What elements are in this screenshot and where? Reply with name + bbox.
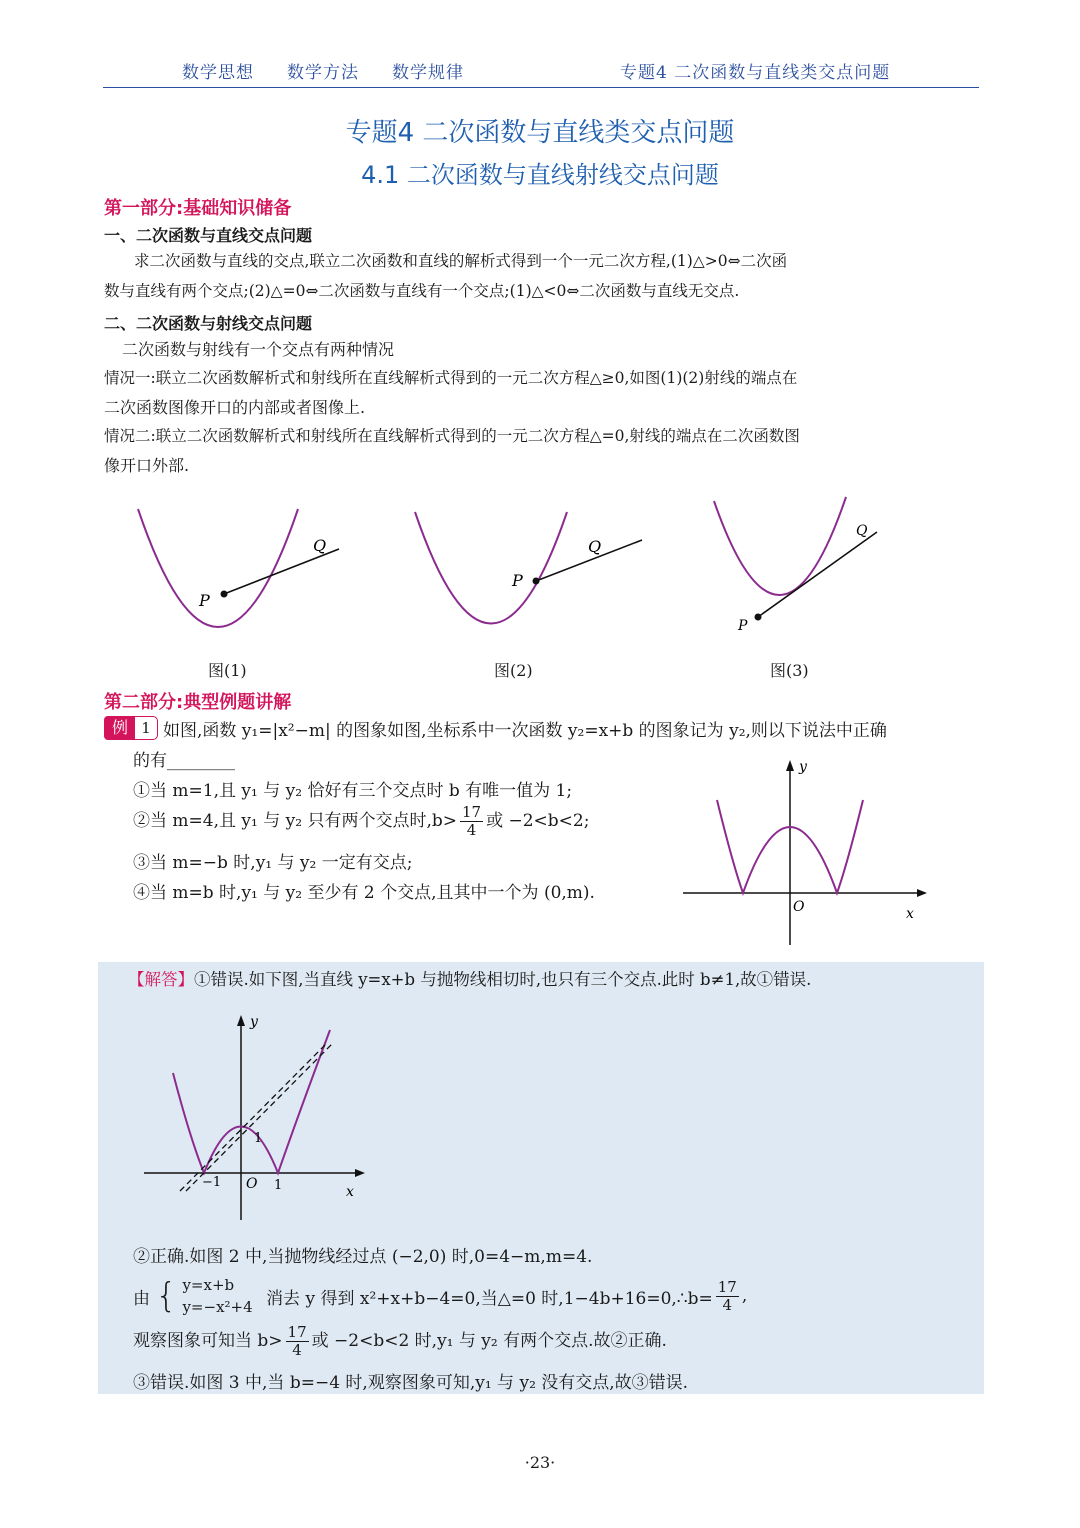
- example-stem-line1: 如图,函数 y₁=|x²−m| 的图象如图,坐标系中一次函数 y₂=x+b 的图象记为 y₂,则以下说法中正确: [163, 721, 887, 741]
- sec2-intro: 二次函数与射线有一个交点有两种情况: [122, 340, 395, 359]
- fraction-denominator: 4: [466, 821, 477, 839]
- y-axis-arrow: [786, 760, 794, 771]
- sol-label-x: x: [346, 1184, 354, 1200]
- case2-line2: 像开口外部.: [104, 456, 190, 475]
- fig1-point-p: [221, 591, 228, 598]
- header-item-3: 数学规律: [392, 63, 464, 83]
- solution-line4: [133, 1324, 667, 1359]
- sol-label-y: y: [250, 1014, 258, 1030]
- caption-fig3: 图(3): [770, 661, 809, 680]
- line4-post: 或 −2<b<2 时,y₁ 与 y₂ 有两个交点.故②正确.: [311, 1331, 667, 1351]
- header-item-2: 数学方法: [287, 63, 359, 83]
- sol-y-axis-arrow: [237, 1015, 245, 1026]
- sys-pre: 由: [133, 1288, 150, 1309]
- fig3-parabola: [714, 497, 846, 595]
- graph-label-y: y: [799, 759, 807, 775]
- sys-brace: {: [155, 1276, 178, 1316]
- option-3: ③当 m=−b 时,y₁ 与 y₂ 一定有交点;: [133, 853, 413, 873]
- header-topic: 专题4 二次函数与直线类交点问题: [620, 63, 891, 83]
- fig3-label-p: P: [738, 618, 748, 634]
- sys-equations: [182, 1274, 252, 1318]
- solution-system-line: [133, 1274, 747, 1318]
- fig2-label-q: Q: [588, 537, 602, 556]
- sol-label-neg-one: −1: [202, 1175, 222, 1190]
- example-graph: [675, 755, 935, 950]
- fig1-parabola: [138, 509, 298, 627]
- option-1: ①当 m=1,且 y₁ 与 y₂ 恰好有三个交点时 b 有唯一值为 1;: [133, 781, 573, 801]
- sol-abs-parabola-curve: [173, 1030, 330, 1173]
- option-2: [133, 804, 589, 839]
- example-badge: [104, 716, 158, 740]
- solution-line2: ②正确.如图 2 中,当抛物线经过点 (−2,0) 时,0=4−m,m=4.: [133, 1247, 593, 1267]
- line4-frac-den: 4: [292, 1341, 302, 1359]
- fig1-label-p: P: [199, 591, 210, 610]
- fig2-label-p: P: [512, 571, 523, 590]
- page-number: ·23·: [524, 1453, 556, 1472]
- fig1-ray: [224, 549, 339, 594]
- caption-fig2: 图(2): [494, 661, 533, 680]
- sol-x-axis-arrow: [355, 1169, 365, 1177]
- sys-frac-den: 4: [722, 1295, 733, 1314]
- part1-heading: 第一部分:基础知识储备: [104, 198, 292, 219]
- line4-fraction: [286, 1324, 309, 1359]
- option-4: ④当 m=b 时,y₁ 与 y₂ 至少有 2 个交点,且其中一个为 (0,m).: [133, 883, 595, 903]
- header-item-1: 数学思想: [182, 63, 254, 83]
- badge-number: 1: [134, 716, 158, 740]
- option-2-post: 或 −2<b<2;: [486, 811, 590, 831]
- fig2-point-p: [533, 578, 540, 585]
- solution-line1-text: ①错误.如下图,当直线 y=x+b 与抛物线相切时,也只有三个交点.此时 b≠1,故①错误.: [194, 970, 812, 989]
- sys-end: ,: [741, 1286, 748, 1306]
- page-subtitle: 4.1 二次函数与直线射线交点问题: [361, 161, 719, 189]
- case1-line1: 情况一:联立二次函数解析式和射线所在直线解析式得到的一元二次方程△≥0,如图(1)(2)射线的端点在: [104, 369, 798, 387]
- solution-line1: [128, 966, 811, 990]
- sys-post: 消去 y 得到 x²+x+b−4=0,当△=0 时,1−4b+16=0,∴b=: [266, 1288, 713, 1309]
- sol-label-one-y: 1: [254, 1131, 263, 1146]
- x-axis-arrow: [917, 889, 927, 897]
- caption-fig1: 图(1): [208, 661, 247, 680]
- sol-label-one-x: 1: [274, 1178, 283, 1193]
- badge-word: 例: [104, 716, 136, 740]
- sec1-heading: 一、二次函数与直线交点问题: [104, 226, 313, 245]
- sol-dashed-line-1: [180, 1044, 326, 1191]
- sec1-line1: 求二次函数与直线的交点,联立二次函数和直线的解析式得到一个一元二次方程,(1)△>0⇔二次函: [134, 252, 788, 270]
- option-2-pre: ②当 m=4,且 y₁ 与 y₂ 只有两个交点时,b>: [133, 811, 457, 831]
- fig1-label-q: Q: [313, 536, 327, 555]
- page-title: 专题4 二次函数与直线类交点问题: [345, 118, 735, 148]
- solution-graph: [140, 1010, 370, 1225]
- example-stem-line2: 的有________: [133, 751, 235, 771]
- header-divider: [103, 87, 979, 88]
- graph-label-o: O: [793, 899, 805, 915]
- option-2-fraction: [460, 804, 483, 839]
- fig3-label-q: Q: [856, 523, 868, 539]
- case2-line1: 情况二:联立二次函数解析式和射线所在直线解析式得到的一元二次方程△=0,射线的端点在二次函数图: [104, 427, 800, 445]
- line4-pre: 观察图象可知当 b>: [133, 1331, 283, 1351]
- case1-line2: 二次函数图像开口的内部或者图像上.: [104, 398, 366, 417]
- line4-frac-num: 17: [287, 1323, 307, 1341]
- solution-tag: 【解答】: [128, 970, 194, 989]
- fig3-point-p: [755, 614, 762, 621]
- sec1-line2: 数与直线有两个交点;(2)△=0⇔二次函数与直线有一个交点;(1)△<0⇔二次函数与直线无交点.: [104, 282, 740, 300]
- ray-figures: [100, 495, 980, 645]
- fig2-parabola: [415, 512, 567, 624]
- sol-label-o: O: [246, 1176, 258, 1192]
- sys-eq1: y=x+b: [182, 1276, 235, 1294]
- solution-line5: ③错误.如图 3 中,当 b=−4 时,观察图象可知,y₁ 与 y₂ 没有交点,故③错误.: [133, 1373, 689, 1393]
- sys-frac-num: 17: [717, 1277, 737, 1296]
- sol-dashed-line-2: [186, 1044, 332, 1191]
- graph-label-x: x: [906, 906, 914, 922]
- fig3-ray: [758, 532, 877, 617]
- sys-eq2: y=−x²+4: [182, 1298, 253, 1316]
- sec2-heading: 二、二次函数与射线交点问题: [104, 314, 313, 333]
- sys-fraction: [716, 1279, 739, 1314]
- part2-heading: 第二部分:典型例题讲解: [104, 692, 292, 713]
- fraction-numerator: 17: [461, 803, 482, 821]
